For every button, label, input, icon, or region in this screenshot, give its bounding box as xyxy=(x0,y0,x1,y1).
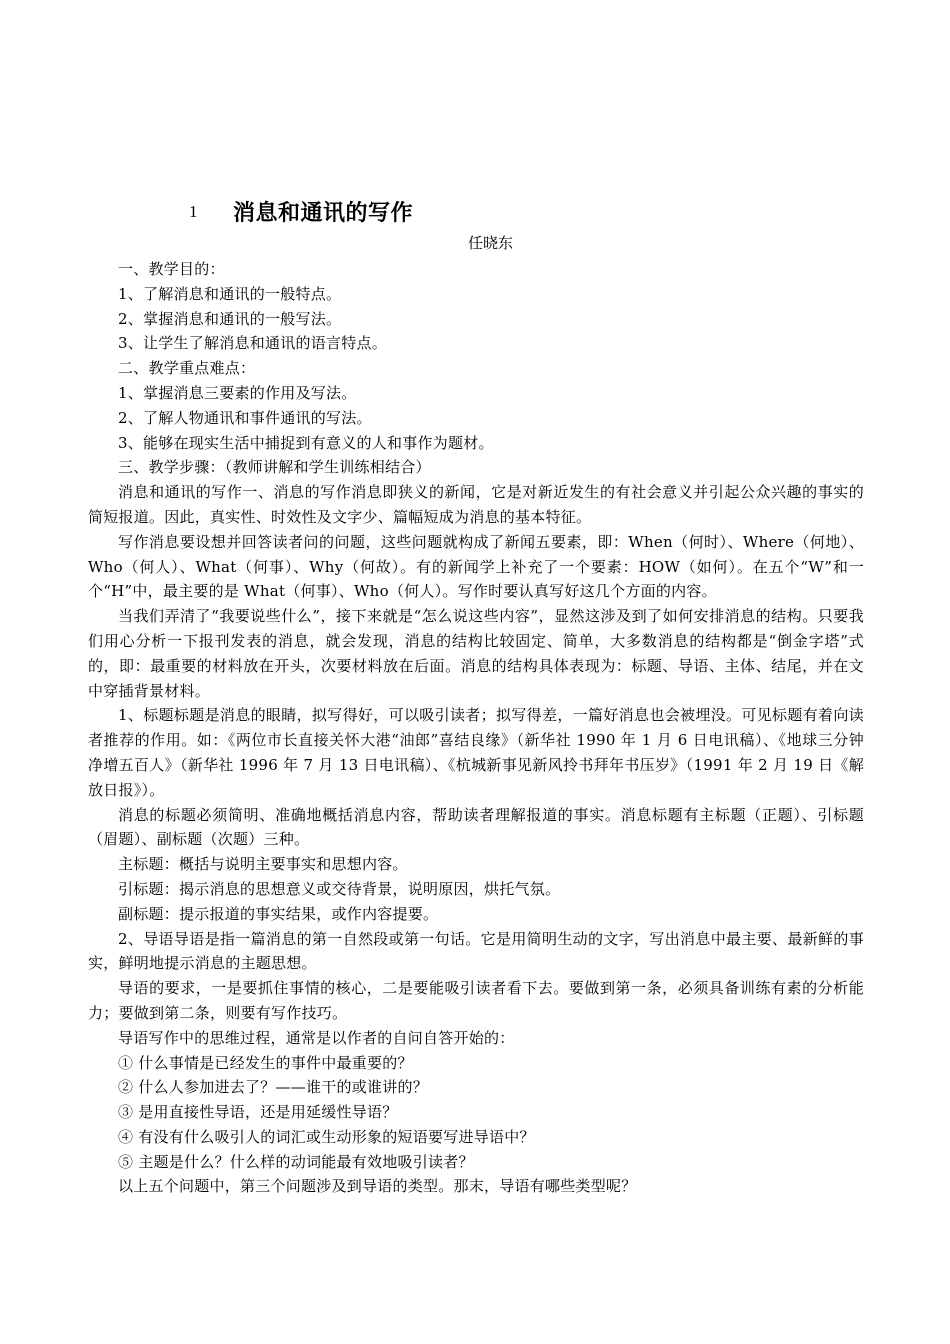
body-paragraph: 主标题：概括与说明主要事实和思想内容。 xyxy=(118,855,408,874)
author-name: 任晓东 xyxy=(468,234,514,252)
list-item: 2、掌握消息和通讯的一般写法。 xyxy=(118,309,342,328)
body-paragraph: 副标题：提示报道的事实结果，或作内容提要。 xyxy=(118,904,439,923)
body-paragraph: 引标题：揭示消息的思想意义或交待背景，说明原因，烘托气氛。 xyxy=(118,879,561,898)
section-heading-key-points: 二、教学重点难点： xyxy=(118,359,256,378)
body-paragraph: 消息和通讯的写作一、消息的写作消息即狭义的新闻，它是对新近发生的有社会意义并引起公众兴趣的事实的简短报道。因此，真实性、时效性及文字少、篇幅短成为消息的基本特征。 xyxy=(88,483,864,526)
body-paragraph: 以上五个问题中，第三个问题涉及到导语的类型。那末，导语有哪些类型呢？ xyxy=(118,1177,637,1196)
list-item: 3、能够在现实生活中捕捉到有意义的人和事作为题材。 xyxy=(118,433,494,452)
document-page xyxy=(88,196,864,1199)
body-paragraph: 当我们弄清了“我要说些什么”，接下来就是“怎么说这些内容”，显然这涉及到了如何安排消息的结构。只要我们用心分析一下报刊发表的消息，就会发现，消息的结构比较固定、简单，大多数消息的结构都是“倒金字塔”式的，即：最重要的材料放在开头，次要材料放在后面。消息的结构具体表现为：标题、导语、主体、结尾，并在文中穿插背景材料。 xyxy=(88,607,864,700)
body-paragraph: 导语的要求，一是要抓住事情的核心，二是要能吸引读者看下去。要做到第一条，必须具备训练有素的分析能力；要做到第二条，则要有写作技巧。 xyxy=(88,979,864,1022)
list-item: 1、了解消息和通讯的一般特点。 xyxy=(118,284,342,303)
document-body xyxy=(88,257,864,1199)
page-title: 消息和通讯的写作 xyxy=(233,201,414,226)
list-item: 2、了解人物通讯和事件通讯的写法。 xyxy=(118,408,372,427)
title-row xyxy=(88,196,864,230)
section-heading-objectives: 一、教学目的： xyxy=(118,260,225,278)
body-paragraph: 1、标题标题是消息的眼睛，拟写得好，可以吸引读者；拟写得差，一篇好消息也会被埋没。可见标题有着向读者推荐的作用。如：《两位市长直接关怀大港“油郎”喜结良缘》（新华社 1990 年 1 月 6 日电讯稿）、《地球三分钟净增五百人》（新华社 1996 年 7 月 13 日电讯稿）、《杭城新事见新风拎书拜年书压岁》（1991 年 2 月 19 日《解放日报》）。 xyxy=(88,706,864,799)
question-item: ④ 有没有什么吸引人的词汇或生动形象的短语要写进导语中？ xyxy=(118,1127,535,1146)
question-item: ⑤ 主题是什么？什么样的动词能最有效地吸引读者？ xyxy=(118,1152,474,1171)
body-paragraph: 导语写作中的思维过程，通常是以作者的自问自答开始的： xyxy=(118,1028,515,1047)
chapter-number: 1 xyxy=(189,202,198,221)
body-paragraph: 写作消息要设想并回答读者问的问题，这些问题就构成了新闻五要素，即：When（何时）、Where（何地）、Who（何人）、What（何事）、Why（何故）。有的新闻学上补充了一个要素：HOW（如何）。在五个“W”和一个“H”中，最主要的是 What（何事）、Who（何人）。写作时要认真写好这几个方面的内容。 xyxy=(88,532,864,601)
list-item: 1、掌握消息三要素的作用及写法。 xyxy=(118,383,357,402)
question-item: ① 什么事情是已经发生的事件中最重要的？ xyxy=(118,1053,413,1072)
body-paragraph: 消息的标题必须简明、准确地概括消息内容，帮助读者理解报道的事实。消息标题有主标题（正题）、引标题（眉题）、副标题（次题）三种。 xyxy=(88,805,864,849)
body-paragraph: 2、导语导语是指一篇消息的第一自然段或第一句话。它是用简明生动的文字，写出消息中最主要、最新鲜的事实，鲜明地提示消息的主题思想。 xyxy=(88,929,864,973)
question-item: ③ 是用直接性导语，还是用延缓性导语？ xyxy=(118,1103,398,1122)
section-heading-steps: 三、教学步骤：（教师讲解和学生训练相结合） xyxy=(118,458,431,477)
question-item: ② 什么人参加进去了？——谁干的或谁讲的？ xyxy=(118,1078,429,1097)
list-item: 3、让学生了解消息和通讯的语言特点。 xyxy=(118,334,388,353)
